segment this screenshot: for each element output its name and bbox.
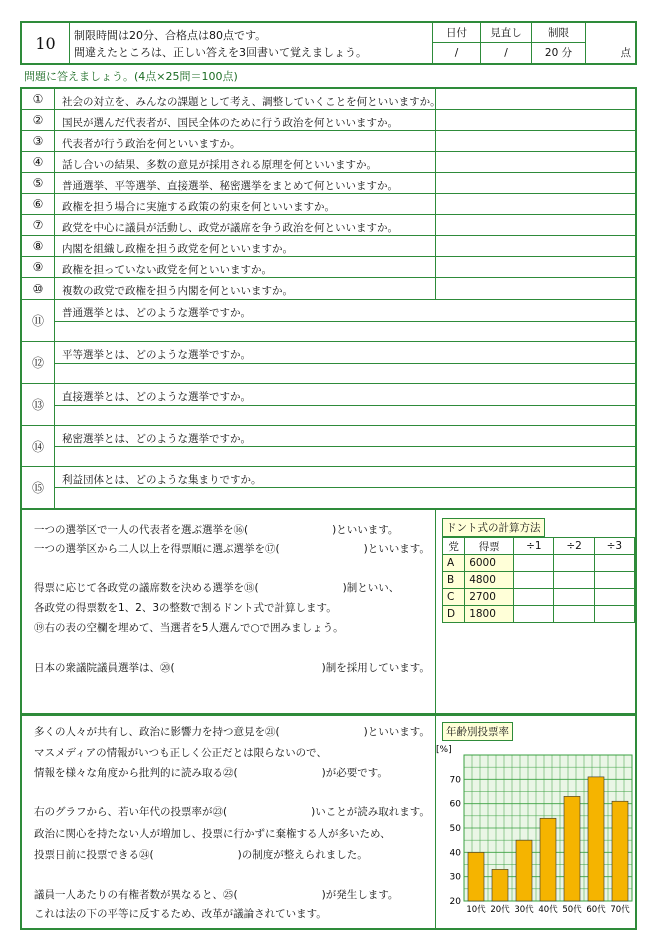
question-text: 政権を担う場合に実施する政策の約束を何といいますか。 [62,201,335,213]
question-row [22,89,635,110]
question-row [22,467,635,508]
question-number: ① [22,89,55,109]
header-div3: ÷3 [594,538,634,555]
x-tick-label: 70代 [610,905,630,915]
bar-50代 [564,796,580,901]
party-name: D [443,606,465,623]
question-text: 複数の政党で政権を担う内閣を何といいますか。 [62,285,293,297]
dhondt-row [443,555,635,572]
header-div2: ÷2 [554,538,594,555]
review-label: 見直し [480,23,531,43]
header-cells [432,23,637,63]
header-party: 党 [443,538,465,555]
question-row [22,342,635,384]
answer-cell[interactable] [435,215,636,235]
y-tick-label: 20 [449,897,461,907]
blank-cell[interactable] [594,589,634,606]
question-text: 社会の対立を、みんなの課題として考え、調整していくことを何といいますか。 [62,96,441,108]
question-number: ③ [22,131,55,151]
question-number: ⑫ [22,342,55,383]
instructions [74,27,367,61]
blank-cell[interactable] [594,572,634,589]
review-value[interactable]: / [480,43,531,63]
bar-30代 [516,840,532,901]
question-row [22,236,635,257]
score-unit: 点 [620,47,631,59]
dhondt-table [442,537,635,623]
date-label: 日付 [432,23,480,43]
question-number: ④ [22,152,55,172]
y-tick-label: 60 [449,799,461,810]
party-votes: 6000 [465,555,514,572]
turnout-chart [436,740,636,928]
question-text: 政党を中心に議員が活動し、政党が議席を争う政治を何といいますか。 [62,222,398,234]
date-value[interactable]: / [432,43,480,63]
answer-cell[interactable] [435,257,636,277]
y-tick-label: 30 [449,872,461,883]
question-row [22,173,635,194]
x-tick-labels [466,904,630,915]
question-row [22,426,635,467]
question-number: ⑭ [22,426,55,466]
instruction-line-1: 制限時間は20分、合格点は80点です。 [74,29,267,42]
question-row [22,300,635,342]
question-number: ⑥ [22,194,55,214]
answer-line[interactable] [54,487,635,488]
answer-cell[interactable] [435,194,636,214]
question-text: 利益団体とは、どのような集まりですか。 [62,474,262,486]
x-tick-label: 60代 [586,905,606,915]
fill-section-election [20,510,637,715]
party-name: C [443,589,465,606]
blank-cell[interactable] [554,572,594,589]
question-row [22,110,635,131]
worksheet-number: 10 [22,23,70,63]
question-text: 普通選挙、平等選挙、直接選挙、秘密選挙をまとめて何といいますか。 [62,180,398,192]
blank-cell[interactable] [554,555,594,572]
fill-line: 議員一人あたりの有権者数が異なると、㉕( )が発生します。 [34,889,399,901]
answer-cell[interactable] [435,89,636,109]
bar-60代 [588,777,604,901]
bar-40代 [540,818,556,901]
fill-section-opinion [20,715,637,930]
question-number: ⑧ [22,236,55,256]
question-text: 普通選挙とは、どのような選挙ですか。 [62,307,251,319]
question-number: ② [22,110,55,130]
answer-line[interactable] [54,363,635,364]
question-text: 秘密選挙とは、どのような選挙ですか。 [62,433,251,445]
limit-value: 20 分 [531,43,585,63]
fill-line: ⑲右の表の空欄を埋めて、当選者を5人選んで○で囲みましょう。 [34,622,344,634]
dhondt-header-row [443,538,635,555]
question-number: ⑦ [22,215,55,235]
y-tick-label: 40 [449,848,461,859]
answer-cell[interactable] [435,110,636,130]
question-text: 代表者が行う政治を何といいますか。 [62,138,241,150]
question-row [22,194,635,215]
question-row [22,131,635,152]
dhondt-row [443,572,635,589]
fill-line: 得票に応じて各政党の議席数を決める選挙を⑱( )制といい、 [34,582,400,594]
score-cell[interactable] [585,23,635,63]
fill-line: 一つの選挙区で一人の代表者を選ぶ選挙を⑯( )といいます。 [34,524,399,536]
question-number: ⑬ [22,384,55,425]
header-div1: ÷1 [514,538,554,555]
party-votes: 2700 [465,589,514,606]
blank-cell[interactable] [594,555,634,572]
x-tick-label: 10代 [466,905,486,915]
bar-10代 [468,852,484,901]
question-number: ⑪ [22,300,55,341]
blank-cell[interactable] [514,589,554,606]
y-tick-label: 70 [449,775,461,786]
question-text: 政権を担っていない政党を何といいますか。 [62,264,272,276]
question-text: 内閣を組織し政権を担う政党を何といいますか。 [62,243,293,255]
question-row [22,384,635,426]
answer-cell[interactable] [435,152,636,172]
subheading: 問題に答えましょう。(4点×25問＝100点) [24,70,238,83]
answer-cell[interactable] [435,236,636,256]
fill-line: これは法の下の平等に反するため、改革が議論されています。 [34,908,327,920]
blank-cell[interactable] [554,589,594,606]
fill-line: 多くの人々が共有し、政治に影響力を持つ意見を㉑( )といいます。 [34,726,430,738]
section-divider [435,510,436,713]
header-votes: 得票 [465,538,514,555]
x-tick-label: 40代 [538,905,558,915]
party-votes: 1800 [465,606,514,623]
dhondt-row [443,606,635,623]
party-name: A [443,555,465,572]
question-row [22,215,635,236]
dhondt-title: ドント式の計算方法 [442,518,545,537]
fill-line: 日本の衆議院議員選挙は、⑳( )制を採用しています。 [34,662,430,674]
x-tick-label: 30代 [514,905,534,915]
answer-line[interactable] [54,321,635,322]
answer-line[interactable] [54,446,635,447]
blank-cell[interactable] [514,572,554,589]
question-row [22,278,635,300]
answer-line[interactable] [54,405,635,406]
question-text: 直接選挙とは、どのような選挙ですか。 [62,391,251,403]
blank-cell[interactable] [514,606,554,623]
fill-line: マスメディアの情報がいつも正しく公正だとは限らないので、 [34,747,327,759]
blank-cell[interactable] [514,555,554,572]
bar-20代 [492,869,508,901]
fill-line: 情報を様々な角度から批判的に読み取る㉒( )が必要です。 [34,767,388,779]
question-text: 話し合いの結果、多数の意見が採用される原理を何といいますか。 [62,159,377,171]
y-tick-label: 50 [449,824,461,834]
fill-line: 右のグラフから、若い年代の投票率が㉓( )いことが読み取れます。 [34,806,430,818]
instruction-line-2: 間違えたところは、正しい答えを3回書いて覚えましょう。 [74,46,367,59]
question-number: ⑮ [22,467,55,508]
blank-cell[interactable] [554,606,594,623]
party-name: B [443,572,465,589]
fill-line: 一つの選挙区から二人以上を得票順に選ぶ選挙を⑰( )といいます。 [34,543,430,555]
dhondt-row [443,589,635,606]
answer-cell[interactable] [435,173,636,193]
y-tick-labels [450,775,462,907]
chart-title: 年齢別投票率 [442,722,513,741]
fill-line: 投票日前に投票できる㉔( )の制度が整えられました。 [34,849,368,861]
question-number: ⑤ [22,173,55,193]
fill-line: 各政党の得票数を1、2、3の整数で割るドント式で計算します。 [34,602,337,614]
bar-70代 [612,801,628,901]
answer-cell[interactable] [435,278,636,299]
x-tick-label: 20代 [490,905,510,915]
question-number: ⑩ [22,278,55,299]
question-row [22,257,635,278]
question-text: 平等選挙とは、どのような選挙ですか。 [62,349,251,361]
x-tick-label: 50代 [562,905,582,915]
header-box [20,21,637,65]
limit-label: 制限 [531,23,585,43]
question-number: ⑨ [22,257,55,277]
answer-cell[interactable] [435,131,636,151]
question-row [22,152,635,173]
question-box [20,87,637,510]
question-text: 国民が選んだ代表者が、国民全体のために行う政治を何といいますか。 [62,117,398,129]
party-votes: 4800 [465,572,514,589]
blank-cell[interactable] [594,606,634,623]
fill-line: 政治に関心を持たない人が増加し、投票に行かずに棄権する人が多いため、 [34,828,391,840]
y-axis-label: [%] [436,745,452,755]
